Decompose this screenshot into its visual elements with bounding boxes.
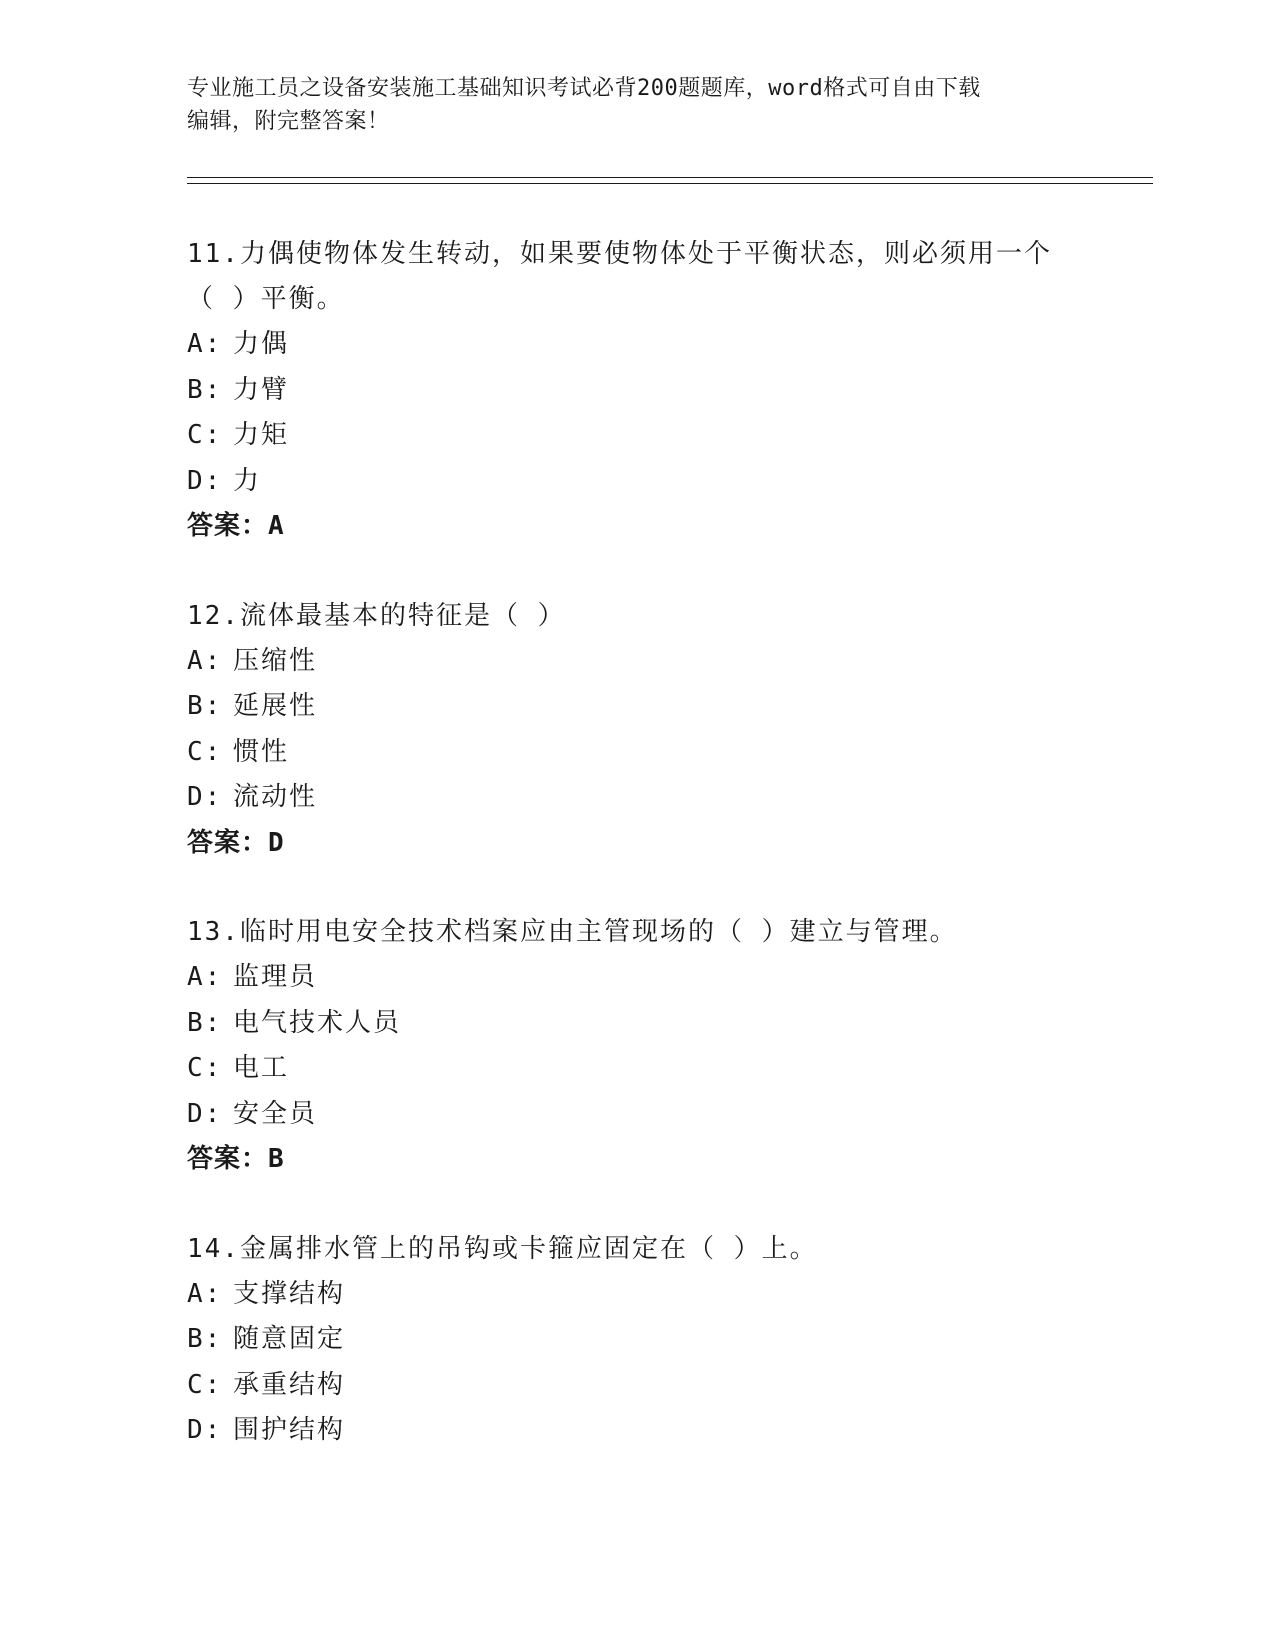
answer-label: 答案：D [187, 827, 285, 858]
question-14 [187, 1227, 1087, 1454]
option-letter: D: [187, 1415, 223, 1445]
option-text: 力偶 [233, 329, 290, 359]
option-text: 力矩 [233, 420, 290, 450]
question-list [187, 232, 1087, 1498]
option-text: 围护结构 [233, 1415, 346, 1445]
option-letter: B: [187, 1007, 223, 1038]
option-text: 电工 [233, 1053, 290, 1083]
question-13 [187, 910, 1087, 1183]
option-text: 流动性 [233, 782, 318, 812]
option-letter: B: [187, 374, 223, 405]
header-line-2: 编辑，附完整答案！ [187, 109, 390, 134]
question-stem-line-1: 12.流体最基本的特征是（ ） [187, 600, 566, 631]
question-stem-line-2: （ ）平衡。 [187, 284, 345, 314]
option-text: 安全员 [233, 1098, 318, 1129]
option-text: 电气技术人员 [233, 1007, 402, 1038]
option-d [187, 1092, 1087, 1138]
option-text: 监理员 [233, 962, 318, 992]
question-stem-line-1: 11.力偶使物体发生转动，如果要使物体处于平衡状态，则必须用一个 [187, 239, 1052, 269]
option-text: 惯性 [233, 736, 290, 767]
question-stem [187, 910, 1087, 955]
question-stem [187, 1227, 1087, 1272]
option-letter: A: [187, 1278, 223, 1309]
option-c [187, 730, 1087, 776]
header-divider-top [187, 177, 1153, 178]
option-text: 力 [233, 465, 262, 496]
option-letter: B: [187, 691, 223, 721]
option-b [187, 1001, 1087, 1047]
option-c [187, 413, 1087, 459]
question-stem-line-1: 14.金属排水管上的吊钩或卡箍应固定在（ ）上。 [187, 1233, 818, 1264]
option-letter: A: [187, 329, 223, 359]
option-letter: D: [187, 465, 223, 496]
option-letter: C: [187, 1369, 223, 1400]
question-stem-line-1: 13.临时用电安全技术档案应由主管现场的（ ）建立与管理。 [187, 917, 958, 947]
option-a [187, 955, 1087, 1001]
option-letter: B: [187, 1324, 223, 1354]
question-12 [187, 594, 1087, 867]
option-text: 力臂 [233, 374, 290, 405]
question-stem [187, 594, 1087, 639]
option-c [187, 1363, 1087, 1409]
question-stem [187, 232, 1087, 322]
option-letter: D: [187, 1098, 223, 1129]
option-b [187, 1317, 1087, 1363]
option-a [187, 322, 1087, 368]
option-text: 承重结构 [233, 1369, 346, 1400]
header-line-1: 专业施工员之设备安装施工基础知识考试必背200题题库，word格式可自由下载 [187, 76, 981, 101]
option-text: 支撑结构 [233, 1278, 346, 1309]
option-c [187, 1046, 1087, 1092]
option-text: 延展性 [233, 691, 318, 721]
option-text: 压缩性 [233, 645, 318, 676]
option-d [187, 775, 1087, 821]
question-11 [187, 232, 1087, 550]
document-header [187, 72, 1067, 138]
option-b [187, 684, 1087, 730]
option-letter: C: [187, 736, 223, 767]
option-letter: C: [187, 1053, 223, 1083]
option-a [187, 639, 1087, 685]
option-letter: A: [187, 645, 223, 676]
option-text: 随意固定 [233, 1324, 346, 1354]
option-letter: C: [187, 420, 223, 450]
answer-label: 答案：A [187, 511, 285, 541]
header-divider-bottom [187, 183, 1153, 184]
answer-label: 答案：B [187, 1144, 285, 1174]
option-a [187, 1272, 1087, 1318]
option-letter: D: [187, 782, 223, 812]
option-d [187, 459, 1087, 505]
option-d [187, 1408, 1087, 1454]
option-b [187, 368, 1087, 414]
option-letter: A: [187, 962, 223, 992]
